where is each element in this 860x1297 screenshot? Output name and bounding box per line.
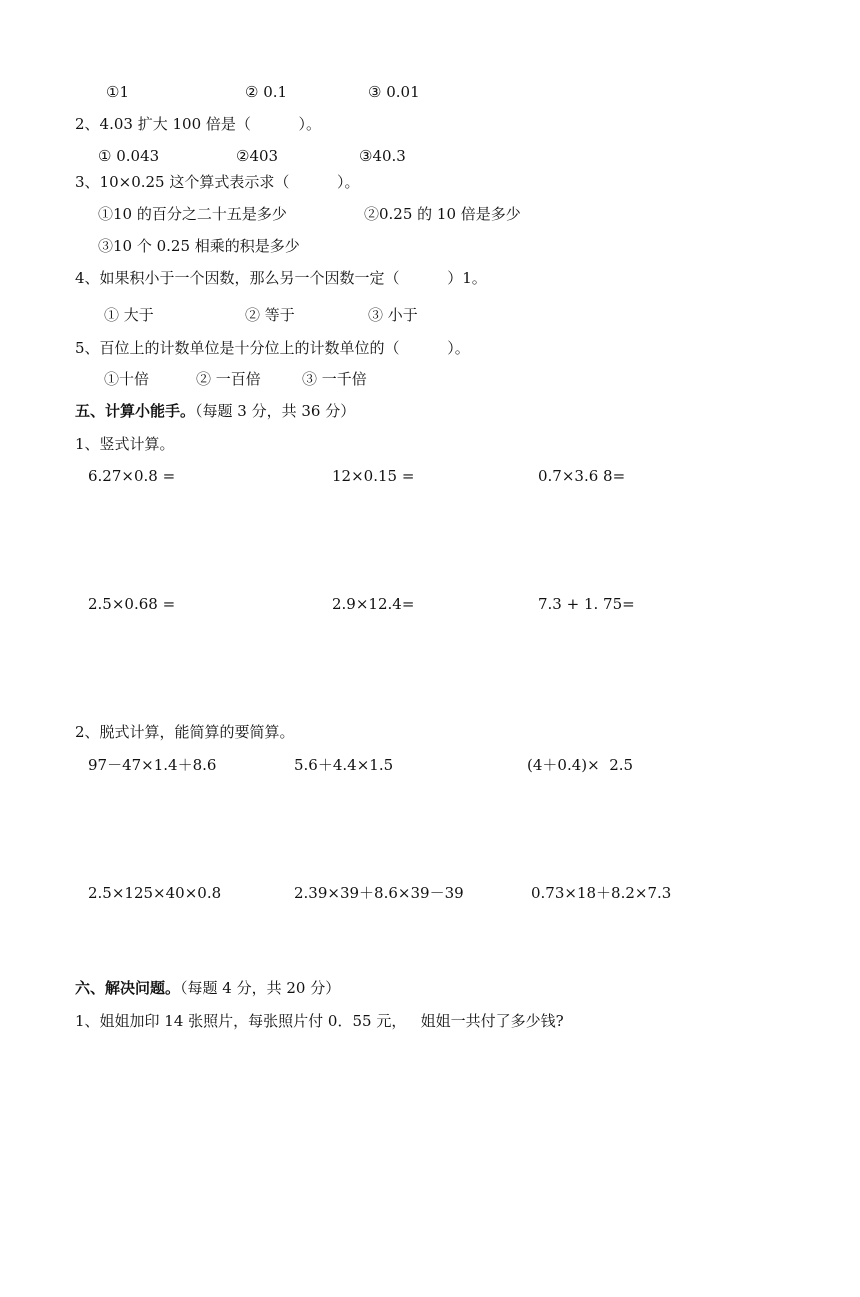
q3-option-2: ②0.25 的 10 倍是多少 xyxy=(364,205,521,223)
stepwise-calc-3: (4＋0.4)× 2.5 xyxy=(527,756,634,774)
stepwise-calc-1: 97－47×1.4＋8.6 xyxy=(88,756,217,774)
q5-option-3: ③ 一千倍 xyxy=(302,370,367,388)
q2-option-2: ②403 xyxy=(236,147,279,165)
vertical-calc-3: 0.7×3.6 8= xyxy=(538,467,626,485)
q3-option-1: ①10 的百分之二十五是多少 xyxy=(98,205,287,223)
stepwise-calc-6: 0.73×18＋8.2×7.3 xyxy=(531,884,672,902)
vertical-calc-5: 2.9×12.4= xyxy=(332,595,415,613)
section5-heading xyxy=(75,401,355,421)
q5-option-1: ①十倍 xyxy=(104,370,150,388)
q4-option-2: ② 等于 xyxy=(245,306,295,324)
q2-option-1: ① 0.043 xyxy=(98,147,160,165)
q4-question: 4、如果积小于一个因数，那么另一个因数一定（ ）1。 xyxy=(75,269,487,287)
q3-question: 3、10×0.25 这个算式表示求（ ）。 xyxy=(75,173,360,191)
vertical-calc-6: 7.3 + 1. 75= xyxy=(538,595,635,613)
q1-option-3: ③ 0.01 xyxy=(368,83,420,101)
sub1-title: 1、竖式计算。 xyxy=(75,435,175,453)
q2-option-3: ③40.3 xyxy=(359,147,406,165)
section5-score: （每题 3 分，共 36 分） xyxy=(195,402,356,420)
section6-score: （每题 4 分，共 20 分） xyxy=(180,979,341,997)
sub2-title: 2、脱式计算，能简算的要简算。 xyxy=(75,723,295,741)
q4-option-3: ③ 小于 xyxy=(368,306,418,324)
q1-option-2: ② 0.1 xyxy=(245,83,288,101)
section6-heading xyxy=(75,978,340,998)
q2-question: 2、4.03 扩大 100 倍是（ ）。 xyxy=(75,115,322,133)
section6-q1: 1、姐姐加印 14 张照片，每张照片付 0．55 元， 姐姐一共付了多少钱? xyxy=(75,1012,564,1030)
q1-option-1: ①1 xyxy=(106,83,129,101)
vertical-calc-1: 6.27×0.8 = xyxy=(88,467,176,485)
stepwise-calc-5: 2.39×39＋8.6×39－39 xyxy=(294,884,464,902)
q4-option-1: ① 大于 xyxy=(104,306,154,324)
stepwise-calc-2: 5.6＋4.4×1.5 xyxy=(294,756,394,774)
section5-title: 五、计算小能手。 xyxy=(75,402,196,420)
vertical-calc-4: 2.5×0.68 = xyxy=(88,595,176,613)
q3-option-3: ③10 个 0.25 相乘的积是多少 xyxy=(98,237,300,255)
vertical-calc-2: 12×0.15 = xyxy=(332,467,415,485)
q5-option-2: ② 一百倍 xyxy=(196,370,261,388)
stepwise-calc-4: 2.5×125×40×0.8 xyxy=(88,884,222,902)
section6-title: 六、解决问题。 xyxy=(75,979,181,997)
q5-question: 5、百位上的计数单位是十分位上的计数单位的（ ）。 xyxy=(75,339,470,357)
